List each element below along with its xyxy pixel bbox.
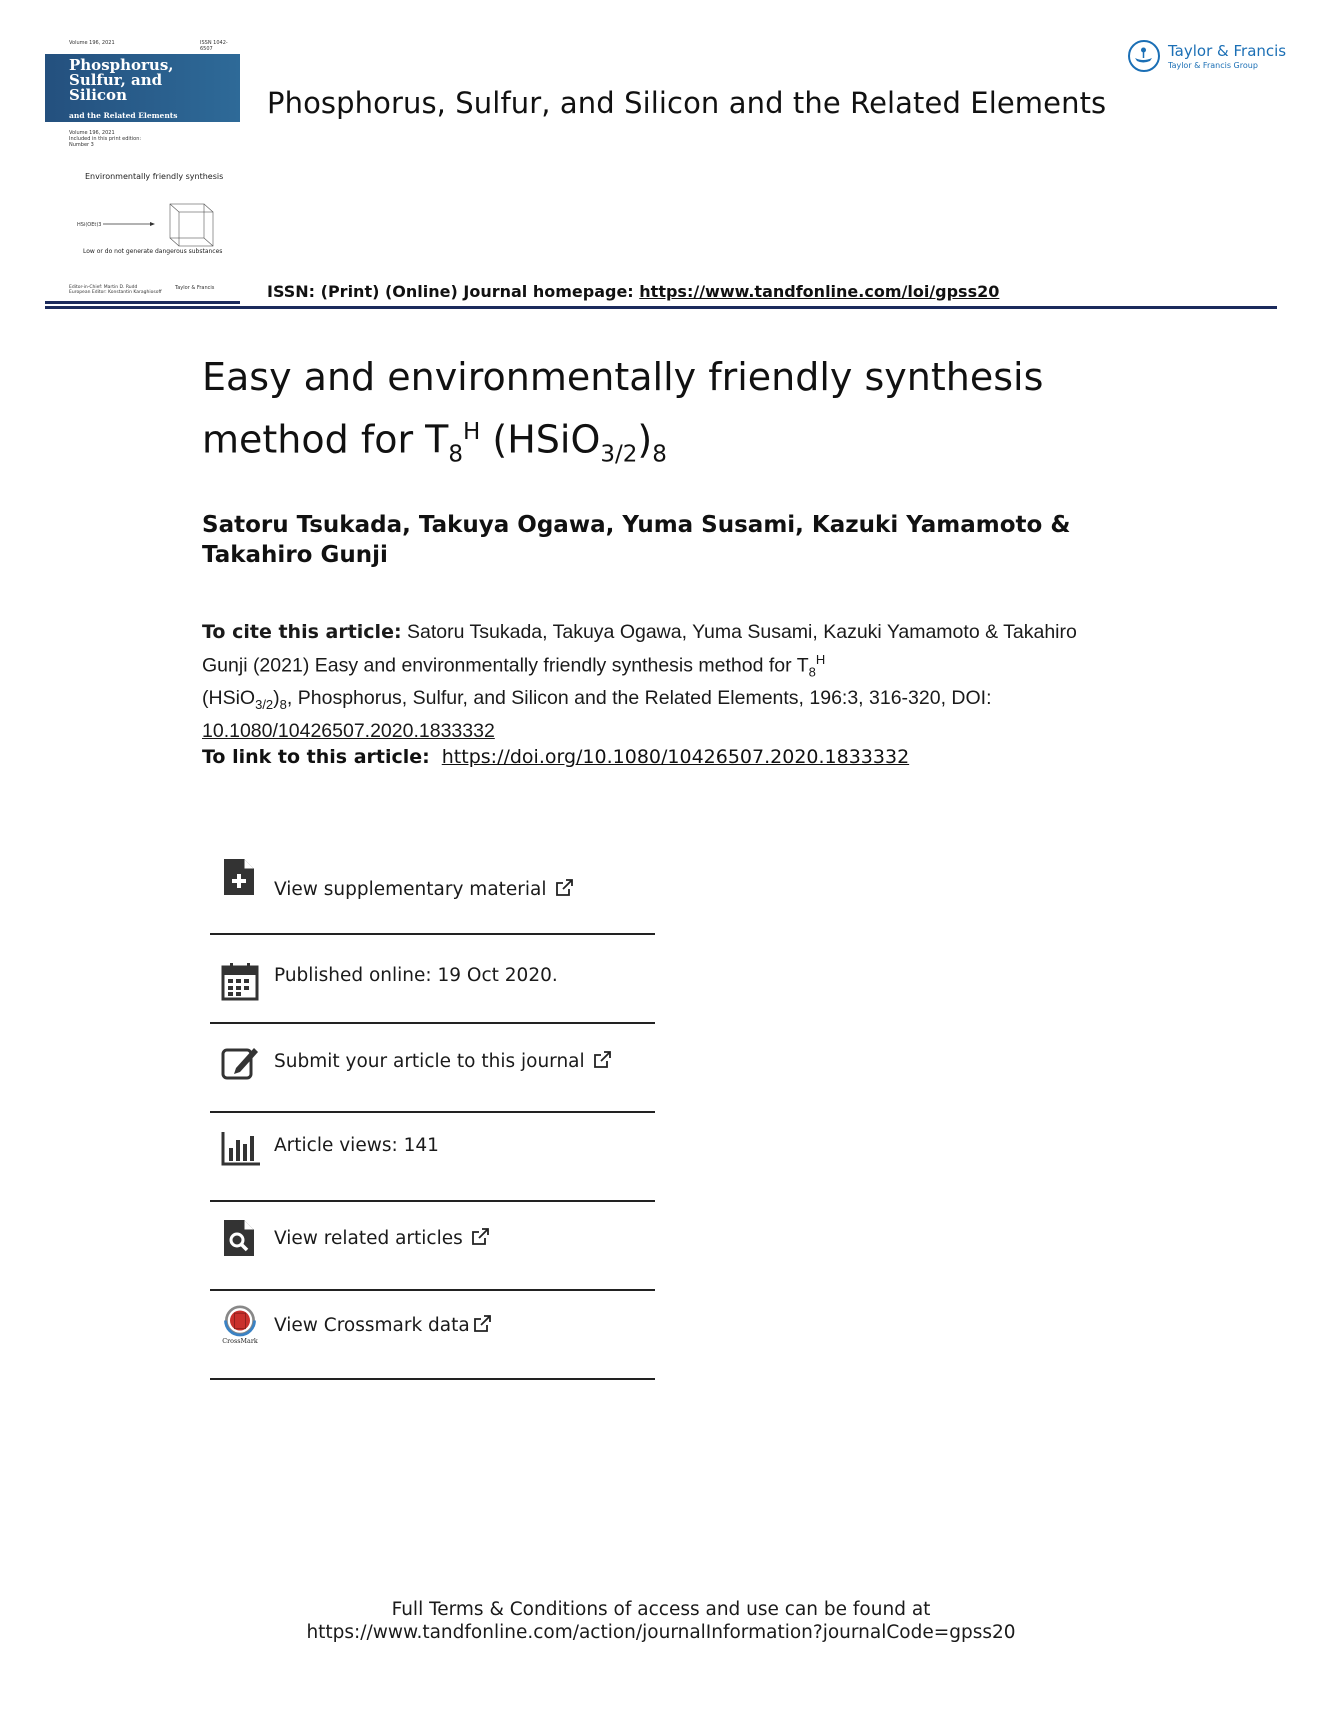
action-published-online xyxy=(210,935,655,1024)
publisher-name: Taylor & Francis xyxy=(1168,42,1287,60)
article-title-line2 xyxy=(202,405,1102,482)
crossmark-icon xyxy=(220,1305,260,1345)
edit-icon xyxy=(220,1042,260,1082)
footer-terms-link[interactable]: https://www.tandfonline.com/action/journalInformation?journalCode=gpss20 xyxy=(306,1622,1016,1643)
action-text[interactable]: View supplementary material xyxy=(274,879,547,900)
action-text[interactable]: Submit your article to this journal xyxy=(274,1051,585,1072)
cover-editors xyxy=(69,285,162,295)
terms-footer xyxy=(0,1598,1322,1644)
cite-text: , Phosphorus, Sulfur, and Silicon and the Related Elements, 196:3, 316-320, DOI: xyxy=(286,687,992,710)
action-supplementary-material[interactable] xyxy=(210,846,655,935)
cover-top-strip xyxy=(45,38,240,52)
cover-rule xyxy=(45,301,240,304)
title-subscript: 8 xyxy=(652,441,667,468)
cover-editor-line: Editor-in-Chief: Martin D. Rudd xyxy=(69,285,138,290)
bar-chart-icon xyxy=(220,1128,260,1168)
cite-text: Satoru Tsukada, Takuya Ogawa, Yuma Susami, Kazuki Yamamoto & Takahiro Gunji (2021) Easy and environmentally friendly synthesis method for T xyxy=(202,621,1077,677)
action-label[interactable] xyxy=(274,1315,491,1336)
publisher-logo xyxy=(1128,40,1287,76)
cite-label: To cite this article: xyxy=(202,621,402,643)
article-actions xyxy=(210,846,655,1380)
cover-volume: Volume 196, 2021 xyxy=(69,40,115,46)
external-link-icon xyxy=(593,1051,611,1069)
cover-subtitle: and the Related Elements xyxy=(69,111,178,120)
cite-doi-link[interactable]: 10.1080/10426507.2020.1833332 xyxy=(202,720,495,743)
journal-title: Phosphorus, Sulfur, and Silicon and the Related Elements xyxy=(267,86,1107,120)
title-text: ) xyxy=(637,417,653,462)
cover-title-line: Silicon xyxy=(69,86,127,104)
article-authors: Satoru Tsukada, Takuya Ogawa, Yuma Susami, Kazuki Yamamoto & Takahiro Gunji xyxy=(202,512,1071,568)
cover-figure-title: Environmentally friendly synthesis xyxy=(85,172,224,181)
action-label[interactable] xyxy=(274,1228,489,1249)
footer-line1: Full Terms & Conditions of access and use can be found at xyxy=(391,1599,931,1620)
cover-publisher-mark: Taylor & Francis xyxy=(175,285,215,291)
search-file-icon xyxy=(220,1218,260,1258)
action-crossmark[interactable] xyxy=(210,1291,655,1380)
cite-subscript: 3/2 xyxy=(255,697,274,713)
cite-subscript: 8 xyxy=(808,664,816,680)
action-label: Published online: 19 Oct 2020. xyxy=(274,965,558,986)
crossmark-icon-text: CrossMark xyxy=(222,1338,258,1345)
publisher-group: Taylor & Francis Group xyxy=(1168,61,1258,70)
action-text[interactable]: View Crossmark data xyxy=(274,1315,470,1336)
publisher-logo-icon xyxy=(1128,40,1160,72)
cite-text: ) xyxy=(273,687,280,710)
action-article-views xyxy=(210,1113,655,1202)
title-text: method for T xyxy=(202,417,449,462)
external-link-icon xyxy=(555,879,573,897)
title-text: (HSiO xyxy=(480,417,601,462)
action-related-articles[interactable] xyxy=(210,1202,655,1291)
link-label: To link to this article: xyxy=(202,746,430,768)
cite-text: (HSiO xyxy=(202,687,256,710)
external-link-icon xyxy=(471,1228,489,1246)
title-subscript: 8 xyxy=(448,441,464,468)
calendar-icon xyxy=(220,961,260,1001)
journal-homepage-link[interactable]: https://www.tandfonline.com/loi/gpss20 xyxy=(639,282,1000,301)
cover-title-line: Sulfur, and xyxy=(69,71,163,89)
file-plus-icon xyxy=(220,857,260,897)
cover-meta-line: Number 3 xyxy=(69,142,94,148)
action-text[interactable]: View related articles xyxy=(274,1228,463,1249)
title-subscript: 3/2 xyxy=(600,441,638,468)
cite-subscript: 8 xyxy=(279,697,287,713)
svg-text:HSi(OEt)3: HSi(OEt)3 xyxy=(77,222,102,228)
cite-superscript: H xyxy=(815,652,826,667)
external-link-icon xyxy=(473,1315,491,1333)
action-label[interactable] xyxy=(274,879,573,900)
issn-label: ISSN: (Print) (Online) Journal homepage: xyxy=(267,282,640,301)
cover-issn: ISSN 1042-6507 xyxy=(200,40,228,52)
cover-meta-line: Volume 196, 2021 xyxy=(69,130,115,136)
cover-meta-line: Included in this print edition: xyxy=(69,136,142,142)
action-label: Article views: 141 xyxy=(274,1135,439,1156)
journal-cover xyxy=(45,38,240,303)
action-submit-article[interactable] xyxy=(210,1024,655,1113)
issn-line xyxy=(267,282,999,301)
cover-title-line: Phosphorus, xyxy=(69,56,174,74)
cover-title xyxy=(69,58,174,103)
header-rule xyxy=(45,306,1277,309)
cover-editor-line: European Editor: Konstantin Karaghiosoff xyxy=(69,290,162,295)
article-link-line xyxy=(202,746,909,768)
cover-figure-caption: Low or do not generate dangerous substances xyxy=(83,248,223,255)
title-superscript: H xyxy=(463,419,481,445)
article-title xyxy=(202,350,1102,482)
article-title-line1: Easy and environmentally friendly synthesis xyxy=(202,355,1044,399)
cover-meta xyxy=(69,130,141,148)
citation-block xyxy=(202,619,1102,745)
action-label[interactable] xyxy=(274,1051,611,1072)
article-doi-link[interactable]: https://doi.org/10.1080/10426507.2020.1833332 xyxy=(441,746,910,768)
